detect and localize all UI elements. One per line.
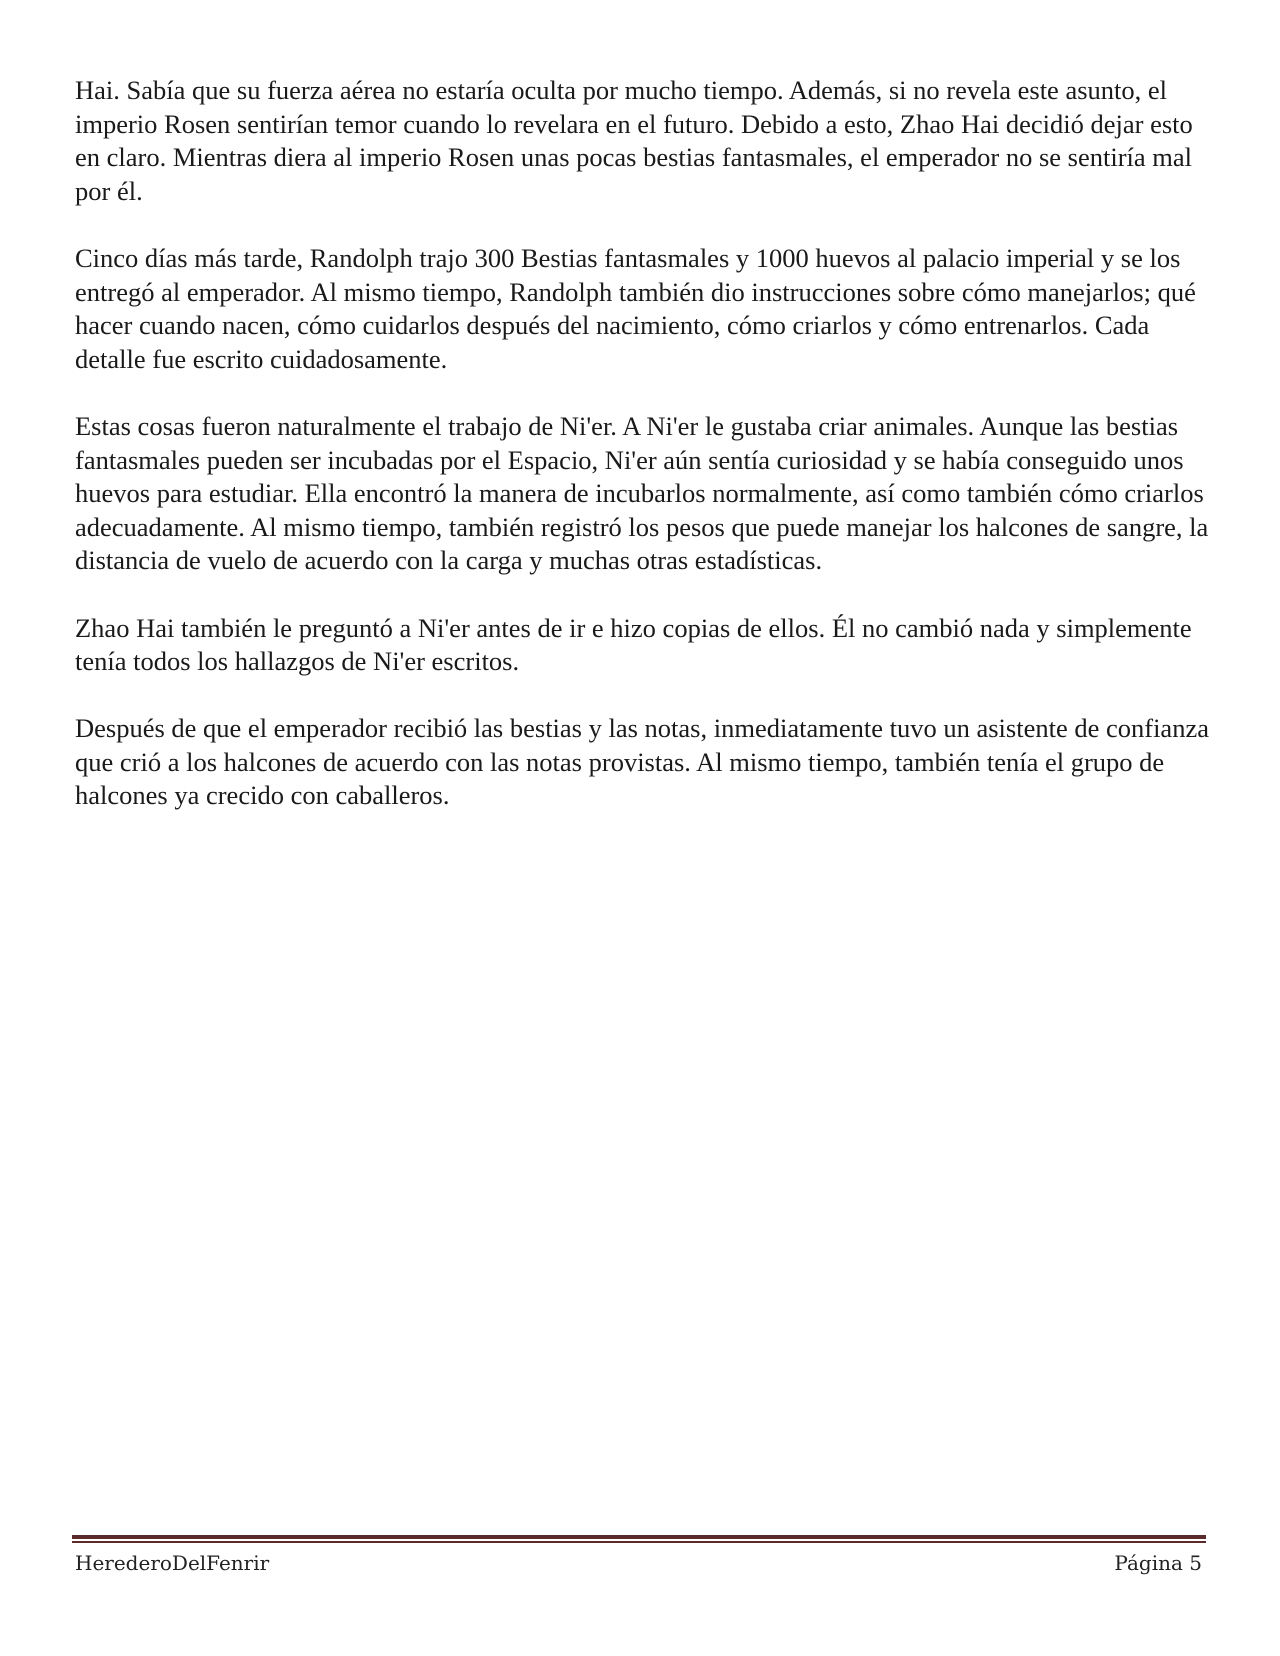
footer-divider-thick xyxy=(72,1535,1206,1539)
paragraph: Zhao Hai también le preguntó a Ni'er antes de ir e hizo copias de ellos. Él no cambió nada y simplemente tenía todos los hallazgos de Ni'er escritos. xyxy=(75,612,1192,677)
body-text xyxy=(75,74,1215,847)
paragraph: Hai. Sabía que su fuerza aérea no estaría oculta por mucho tiempo. Además, si no revela este asunto, el imperio Rosen sentirían temor cuando lo revelara en el futuro. Debido a esto, Zhao Hai decidió dejar esto en claro. Mientras diera al imperio Rosen unas pocas bestias fantasmales, el emperador no se sentiría mal por él. xyxy=(75,75,1193,206)
paragraph: Después de que el emperador recibió las bestias y las notas, inmediatamente tuvo un asistente de confianza que crió a los halcones de acuerdo con las notas provistas. Al mismo tiempo, también tenía el grupo de halcones ya crecido con caballeros. xyxy=(75,713,1209,811)
footer-page-number: Página 5 xyxy=(1114,1551,1202,1575)
footer-divider-thin xyxy=(72,1541,1206,1543)
footer-divider xyxy=(72,1535,1206,1543)
paragraph: Cinco días más tarde, Randolph trajo 300 Bestias fantasmales y 1000 huevos al palacio imperial y se los entregó al emperador. Al mismo tiempo, Randolph también dio instrucciones sobre cómo manejarlos; qué hacer cuando nacen, cómo cuidarlos después del nacimiento, cómo criarlos y cómo entrenarlos. Cada detalle fue escrito cuidadosamente. xyxy=(75,242,1196,374)
footer-author: HerederoDelFenrir xyxy=(75,1551,270,1575)
paragraph: Estas cosas fueron naturalmente el trabajo de Ni'er. A Ni'er le gustaba criar animales. Aunque las bestias fantasmales pueden ser incubadas por el Espacio, Ni'er aún sentía curiosidad y se había conseguido unos huevos para estudiar. Ella encontró la manera de incubarlos normalmente, así como también cómo criarlos adecuadamente. Al mismo tiempo, también registró los pesos que puede manejar los halcones de sangre, la distancia de vuelo de acuerdo con la carga y muchas otras estadísticas. xyxy=(75,410,1209,576)
